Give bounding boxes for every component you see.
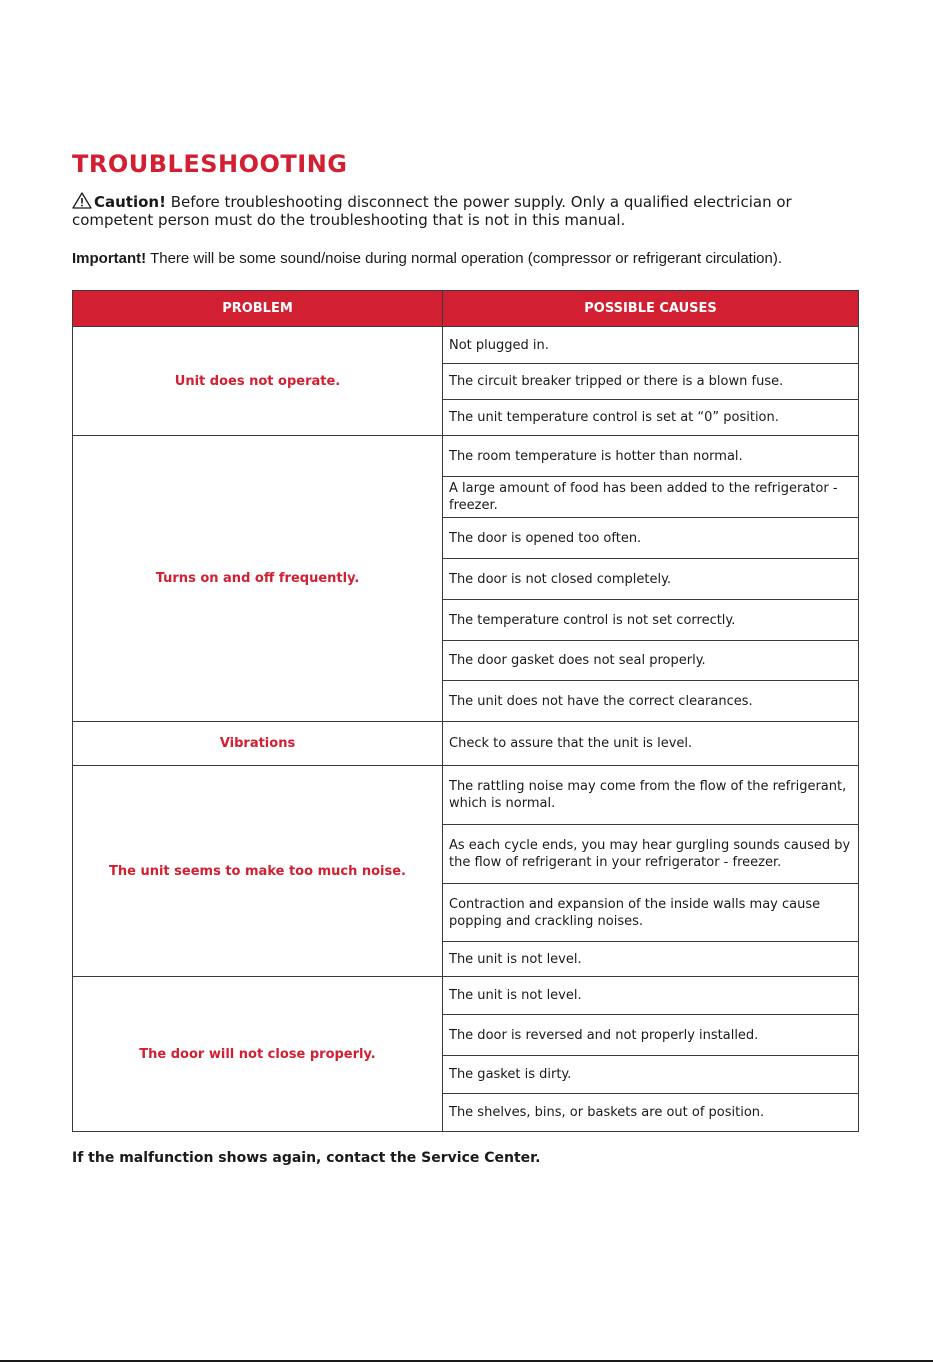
cause-cell: The door is not closed completely. [443, 559, 859, 600]
table-header-row [73, 291, 859, 327]
column-header-problem: PROBLEM [73, 291, 443, 327]
cause-cell: The unit is not level. [443, 942, 859, 977]
problem-cell: Unit does not operate. [73, 327, 443, 436]
caution-label: Caution! [94, 193, 166, 211]
cause-cell: Contraction and expansion of the inside walls may cause popping and crackling noises. [443, 884, 859, 942]
cause-cell: The shelves, bins, or baskets are out of position. [443, 1094, 859, 1132]
caution-text: Before troubleshooting disconnect the power supply. Only a qualified electrician or competent person must do the troubleshooting that is not in this manual. [72, 193, 792, 229]
cause-cell: The door gasket does not seal properly. [443, 641, 859, 681]
cause-cell: The door is reversed and not properly installed. [443, 1015, 859, 1056]
problem-cell: The unit seems to make too much noise. [73, 766, 443, 977]
table-row [73, 327, 859, 364]
cause-cell: The room temperature is hotter than normal. [443, 436, 859, 477]
warning-triangle-icon [72, 192, 92, 209]
cause-cell: The rattling noise may come from the flow of the refrigerant, which is normal. [443, 766, 859, 825]
problem-cell: Turns on and off frequently. [73, 436, 443, 722]
cause-cell: As each cycle ends, you may hear gurgling sounds caused by the flow of refrigerant in your refrigerator - freezer. [443, 825, 859, 884]
table-row [73, 722, 859, 766]
problem-cell: The door will not close properly. [73, 977, 443, 1132]
table-row [73, 977, 859, 1015]
important-note [72, 250, 872, 268]
column-header-possible-causes: POSSIBLE CAUSES [443, 291, 859, 327]
cause-cell: A large amount of food has been added to the refrigerator - freezer. [443, 477, 859, 518]
cause-cell: The circuit breaker tripped or there is a blown fuse. [443, 364, 859, 400]
cause-cell: The unit does not have the correct clearances. [443, 681, 859, 722]
cause-cell: The gasket is dirty. [443, 1056, 859, 1094]
problem-cell: Vibrations [73, 722, 443, 766]
cause-cell: The temperature control is not set correctly. [443, 600, 859, 641]
troubleshooting-table [72, 290, 859, 1132]
page-title: TROUBLESHOOTING [72, 150, 348, 178]
cause-cell: Not plugged in. [443, 327, 859, 364]
caution-note [72, 192, 862, 229]
important-text: There will be some sound/noise during normal operation (compressor or refrigerant circulation). [146, 250, 783, 267]
cause-cell: Check to assure that the unit is level. [443, 722, 859, 766]
table-row [73, 436, 859, 477]
important-label: Important! [72, 250, 147, 267]
cause-cell: The door is opened too often. [443, 518, 859, 559]
service-center-note: If the malfunction shows again, contact the Service Center. [72, 1150, 541, 1166]
cause-cell: The unit temperature control is set at “0” position. [443, 400, 859, 436]
table-row [73, 766, 859, 825]
cause-cell: The unit is not level. [443, 977, 859, 1015]
